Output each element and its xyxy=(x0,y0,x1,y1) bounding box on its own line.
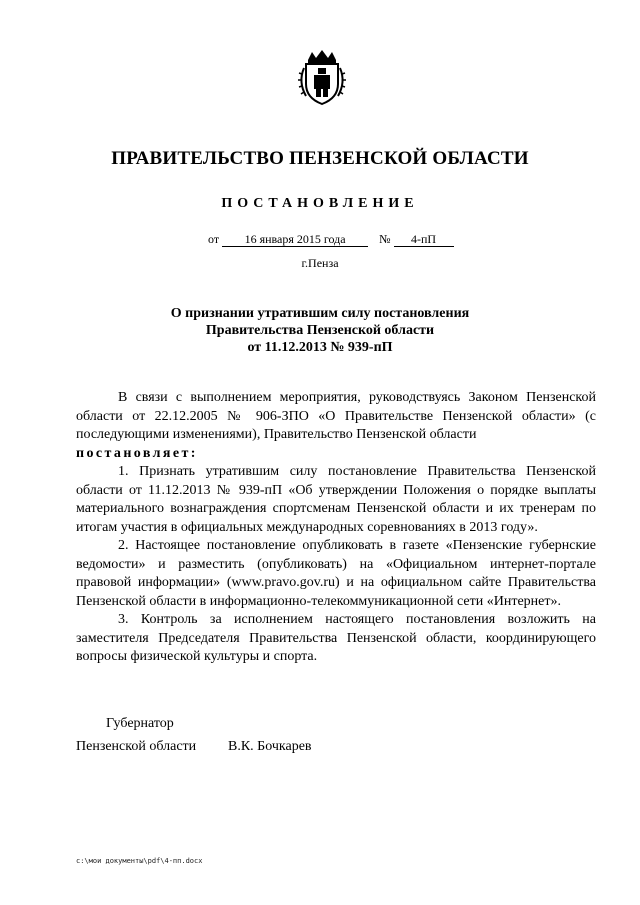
document-type-title: ПОСТАНОВЛЕНИЕ xyxy=(221,196,419,211)
clause-1: 1. Признать утратившим силу постановление Правительства Пензенской области от 11.12.2013 № 939-пП «Об утверждении Положения о порядке выплаты материального вознаграждения спортсменам Пензенской области и их тренерам по итогам участия в официальных международных соревнованиях в 2013 году». xyxy=(76,464,596,535)
intro-paragraph: В связи с выполнением мероприятия, руководствуясь Законом Пензенской области от 22.12.2005 № 906-ЗПО «О Правительстве Пензенской области» (с последующими изменениями), Правительство Пензенской области xyxy=(76,390,596,442)
city-label: г.Пенза xyxy=(301,256,339,270)
from-label: от xyxy=(208,232,220,246)
subject-line: Правительства Пензенской области xyxy=(205,323,435,338)
date-number-line xyxy=(208,232,454,247)
signatory-region: Пензенской области xyxy=(76,739,197,754)
subject-line: от 11.12.2013 № 939-пП xyxy=(247,340,393,355)
number-label: № xyxy=(379,232,391,246)
document-date: 16 января 2015 года xyxy=(222,233,368,247)
subject-line: О признании утратившим силу постановления xyxy=(170,306,470,321)
decree-word: постановляет: xyxy=(76,445,198,461)
penza-coat-of-arms-icon xyxy=(296,48,348,106)
document-body xyxy=(76,389,596,667)
clause-2: 2. Настоящее постановление опубликовать в газете «Пензенские губернские ведомости» и разместить (опубликовать) на «Официальном интернет-портале правовой информации» (www.pravo.gov.ru) и на официальном сайте Правительства Пензенской области в информационно-телекоммуникационной сети «Интернет». xyxy=(76,538,596,609)
document-number: 4-пП xyxy=(394,233,454,247)
file-path-footer: c:\мои документы\pdf\4-пп.docx xyxy=(76,857,203,865)
clause-3: 3. Контроль за исполнением настоящего постановления возложить на заместителя Председателя Правительства Пензенской области, координирующего вопросы физической культуры и спорта. xyxy=(76,612,596,664)
government-title: ПРАВИТЕЛЬСТВО ПЕНЗЕНСКОЙ ОБЛАСТИ xyxy=(111,148,529,169)
document-subject xyxy=(0,305,640,356)
signatory-title: Губернатор xyxy=(106,716,174,731)
signatory-name: В.К. Бочкарев xyxy=(228,739,312,754)
